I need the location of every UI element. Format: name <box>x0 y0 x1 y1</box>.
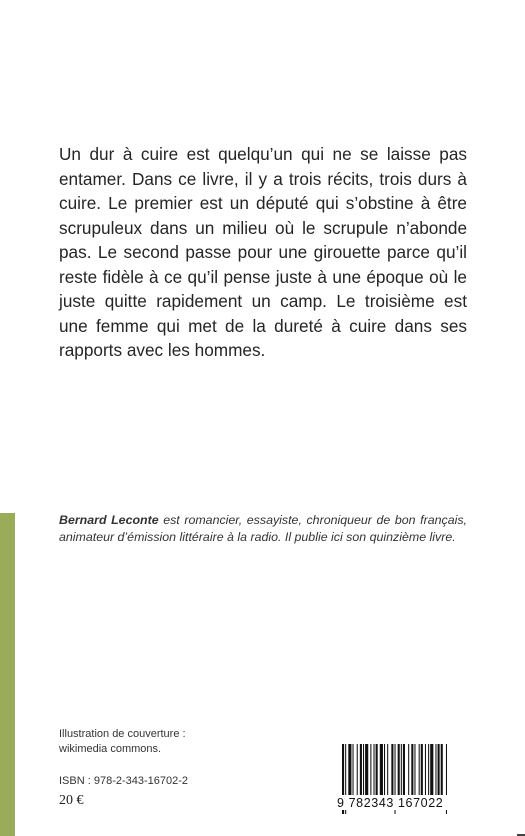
barcode-bar <box>428 744 429 800</box>
author-name: Bernard Leconte <box>59 513 159 527</box>
barcode-bar <box>430 744 433 800</box>
author-bio-text: est romancier, essayiste, chroniqueur de bon français, animateur d’émission littéraire à la radio. Il publie ici son quinzième livre. <box>59 513 467 544</box>
green-accent-bar <box>0 513 15 836</box>
barcode-bar <box>374 744 375 800</box>
barcode-bar <box>380 744 383 800</box>
credit-line-2: wikimedia commons. <box>59 743 162 755</box>
barcode-bar <box>408 744 409 800</box>
barcode-bar <box>363 744 364 800</box>
barcode-bar <box>365 744 368 800</box>
barcode-bar <box>353 744 354 800</box>
credit-line-1: Illustration de couverture : <box>59 728 186 740</box>
barcode-bar <box>384 744 385 800</box>
barcode-bar <box>387 744 388 800</box>
barcode-bar <box>414 744 415 800</box>
barcode-bar <box>398 744 400 800</box>
barcode-bar <box>360 744 362 800</box>
barcode-bar <box>419 744 420 800</box>
barcode-bar <box>357 744 358 800</box>
barcode-bar <box>348 744 351 800</box>
barcode-bar <box>421 744 423 800</box>
author-bio <box>59 512 467 546</box>
barcode-bar <box>438 744 440 800</box>
isbn-text: ISBN : 978-2-343-16702-2 <box>59 775 189 787</box>
illustration-credit <box>59 727 259 757</box>
barcode-bar <box>376 744 378 800</box>
barcode-bar <box>403 744 405 800</box>
price-text: 20 € <box>59 793 84 808</box>
barcode-bar <box>425 744 426 800</box>
barcode-bar <box>411 744 413 800</box>
barcode-bar <box>370 744 371 800</box>
barcode-bar <box>391 744 393 800</box>
barcode-bar <box>435 744 436 800</box>
back-cover-blurb: Un dur à cuire est quelqu’un qui ne se laisse pas entamer. Dans ce livre, il y a trois récits, trois durs à cuire. Le premier est un député qui s’obstine à être scrupuleux dans un milieu où le scrupule n’abonde pas. Le second passe pour une girouette parce qu’il reste fidèle à ce qu’il pense juste à une époque où le juste quitte rapidement un camp. Le troisième est une femme qui met de la dureté à cuire dans ses rapports avec les hommes. <box>59 144 467 360</box>
barcode-number: 9 782343 167022 <box>337 795 469 810</box>
barcode-bar <box>401 744 402 800</box>
barcode-bar <box>441 744 443 800</box>
